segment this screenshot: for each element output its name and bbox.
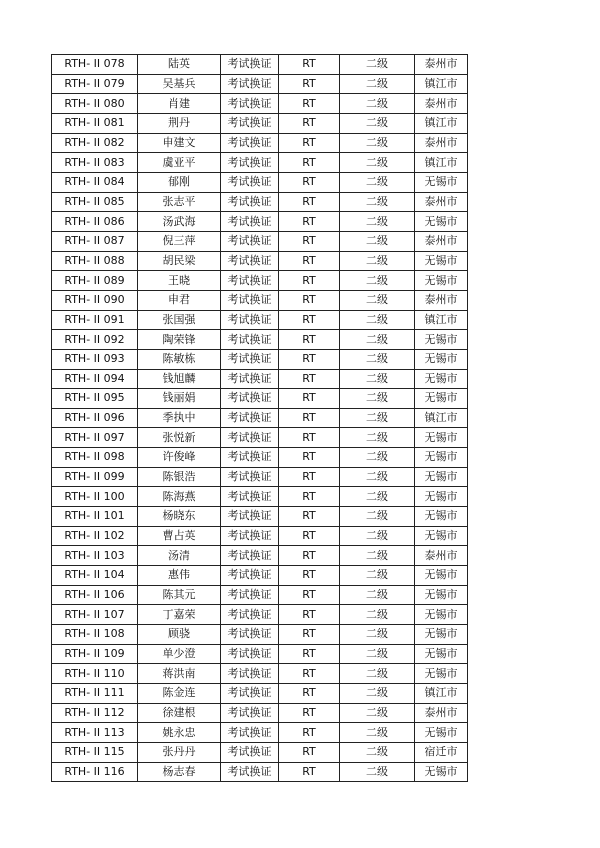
table-body [52, 55, 468, 782]
type-cell: 考试换证 [221, 55, 279, 75]
method-cell: RT [279, 605, 340, 625]
city-cell: 无锡市 [415, 369, 468, 389]
city-cell: 泰州市 [415, 290, 468, 310]
city-cell: 无锡市 [415, 271, 468, 291]
level-cell: 二级 [340, 487, 415, 507]
table-row [52, 310, 468, 330]
table-row [52, 684, 468, 704]
cert-number-cell: RTH- II 081 [52, 113, 138, 133]
city-cell: 无锡市 [415, 349, 468, 369]
name-cell: 姚永忠 [138, 723, 221, 743]
city-cell: 镇江市 [415, 684, 468, 704]
city-cell: 泰州市 [415, 703, 468, 723]
table-row [52, 192, 468, 212]
method-cell: RT [279, 546, 340, 566]
level-cell: 二级 [340, 762, 415, 782]
method-cell: RT [279, 389, 340, 409]
method-cell: RT [279, 625, 340, 645]
level-cell: 二级 [340, 448, 415, 468]
cert-number-cell: RTH- II 079 [52, 74, 138, 94]
cert-number-cell: RTH- II 086 [52, 212, 138, 232]
cert-number-cell: RTH- II 104 [52, 566, 138, 586]
name-cell: 陈其元 [138, 585, 221, 605]
name-cell: 肖建 [138, 94, 221, 114]
city-cell: 无锡市 [415, 625, 468, 645]
table-row [52, 172, 468, 192]
cert-number-cell: RTH- II 103 [52, 546, 138, 566]
name-cell: 曹占英 [138, 526, 221, 546]
cert-number-cell: RTH- II 080 [52, 94, 138, 114]
level-cell: 二级 [340, 133, 415, 153]
method-cell: RT [279, 172, 340, 192]
type-cell: 考试换证 [221, 192, 279, 212]
cert-number-cell: RTH- II 098 [52, 448, 138, 468]
method-cell: RT [279, 742, 340, 762]
city-cell: 无锡市 [415, 585, 468, 605]
level-cell: 二级 [340, 389, 415, 409]
table-row [52, 566, 468, 586]
table-row [52, 133, 468, 153]
cert-number-cell: RTH- II 083 [52, 153, 138, 173]
level-cell: 二级 [340, 742, 415, 762]
cert-number-cell: RTH- II 091 [52, 310, 138, 330]
method-cell: RT [279, 94, 340, 114]
cert-number-cell: RTH- II 113 [52, 723, 138, 743]
cert-number-cell: RTH- II 108 [52, 625, 138, 645]
type-cell: 考试换证 [221, 369, 279, 389]
city-cell: 泰州市 [415, 192, 468, 212]
level-cell: 二级 [340, 467, 415, 487]
type-cell: 考试换证 [221, 762, 279, 782]
city-cell: 镇江市 [415, 310, 468, 330]
city-cell: 无锡市 [415, 212, 468, 232]
name-cell: 陈金连 [138, 684, 221, 704]
cert-number-cell: RTH- II 099 [52, 467, 138, 487]
cert-number-cell: RTH- II 106 [52, 585, 138, 605]
cert-number-cell: RTH- II 088 [52, 251, 138, 271]
table-row [52, 271, 468, 291]
table-row [52, 526, 468, 546]
level-cell: 二级 [340, 625, 415, 645]
method-cell: RT [279, 310, 340, 330]
type-cell: 考试换证 [221, 467, 279, 487]
level-cell: 二级 [340, 290, 415, 310]
table-row [52, 389, 468, 409]
name-cell: 钱丽娟 [138, 389, 221, 409]
name-cell: 陶荣锋 [138, 330, 221, 350]
table-row [52, 349, 468, 369]
cert-number-cell: RTH- II 100 [52, 487, 138, 507]
cert-number-cell: RTH- II 102 [52, 526, 138, 546]
level-cell: 二级 [340, 428, 415, 448]
cert-number-cell: RTH- II 082 [52, 133, 138, 153]
cert-number-cell: RTH- II 110 [52, 664, 138, 684]
name-cell: 杨晓东 [138, 507, 221, 527]
level-cell: 二级 [340, 349, 415, 369]
level-cell: 二级 [340, 605, 415, 625]
table-row [52, 664, 468, 684]
city-cell: 无锡市 [415, 644, 468, 664]
city-cell: 无锡市 [415, 487, 468, 507]
method-cell: RT [279, 271, 340, 291]
city-cell: 无锡市 [415, 389, 468, 409]
level-cell: 二级 [340, 723, 415, 743]
type-cell: 考试换证 [221, 625, 279, 645]
level-cell: 二级 [340, 664, 415, 684]
method-cell: RT [279, 408, 340, 428]
method-cell: RT [279, 290, 340, 310]
city-cell: 无锡市 [415, 428, 468, 448]
name-cell: 胡民梁 [138, 251, 221, 271]
cert-number-cell: RTH- II 087 [52, 231, 138, 251]
level-cell: 二级 [340, 212, 415, 232]
method-cell: RT [279, 113, 340, 133]
method-cell: RT [279, 448, 340, 468]
city-cell: 无锡市 [415, 664, 468, 684]
level-cell: 二级 [340, 55, 415, 75]
name-cell: 钱旭麟 [138, 369, 221, 389]
method-cell: RT [279, 487, 340, 507]
method-cell: RT [279, 231, 340, 251]
table-row [52, 742, 468, 762]
cert-number-cell: RTH- II 094 [52, 369, 138, 389]
type-cell: 考试换证 [221, 664, 279, 684]
table-row [52, 703, 468, 723]
city-cell: 泰州市 [415, 231, 468, 251]
type-cell: 考试换证 [221, 566, 279, 586]
method-cell: RT [279, 723, 340, 743]
type-cell: 考试换证 [221, 349, 279, 369]
name-cell: 张国强 [138, 310, 221, 330]
name-cell: 陆英 [138, 55, 221, 75]
method-cell: RT [279, 762, 340, 782]
name-cell: 申建文 [138, 133, 221, 153]
city-cell: 镇江市 [415, 74, 468, 94]
city-cell: 无锡市 [415, 526, 468, 546]
certificate-table [51, 54, 468, 782]
level-cell: 二级 [340, 566, 415, 586]
method-cell: RT [279, 585, 340, 605]
method-cell: RT [279, 192, 340, 212]
name-cell: 王晓 [138, 271, 221, 291]
method-cell: RT [279, 644, 340, 664]
level-cell: 二级 [340, 271, 415, 291]
name-cell: 吴基兵 [138, 74, 221, 94]
name-cell: 季执中 [138, 408, 221, 428]
table-row [52, 644, 468, 664]
method-cell: RT [279, 703, 340, 723]
table-row [52, 605, 468, 625]
table-row [52, 546, 468, 566]
type-cell: 考试换证 [221, 507, 279, 527]
cert-number-cell: RTH- II 116 [52, 762, 138, 782]
level-cell: 二级 [340, 330, 415, 350]
table-row [52, 153, 468, 173]
table-row [52, 448, 468, 468]
name-cell: 郁刚 [138, 172, 221, 192]
level-cell: 二级 [340, 74, 415, 94]
table-row [52, 408, 468, 428]
table-row [52, 487, 468, 507]
type-cell: 考试换证 [221, 605, 279, 625]
name-cell: 荆丹 [138, 113, 221, 133]
table-row [52, 585, 468, 605]
type-cell: 考试换证 [221, 389, 279, 409]
table-row [52, 723, 468, 743]
method-cell: RT [279, 566, 340, 586]
type-cell: 考试换证 [221, 231, 279, 251]
type-cell: 考试换证 [221, 310, 279, 330]
type-cell: 考试换证 [221, 153, 279, 173]
type-cell: 考试换证 [221, 526, 279, 546]
table-row [52, 212, 468, 232]
table-row [52, 290, 468, 310]
type-cell: 考试换证 [221, 723, 279, 743]
cert-number-cell: RTH- II 092 [52, 330, 138, 350]
type-cell: 考试换证 [221, 684, 279, 704]
type-cell: 考试换证 [221, 330, 279, 350]
type-cell: 考试换证 [221, 487, 279, 507]
table-row [52, 467, 468, 487]
name-cell: 汤清 [138, 546, 221, 566]
method-cell: RT [279, 467, 340, 487]
level-cell: 二级 [340, 684, 415, 704]
name-cell: 杨志春 [138, 762, 221, 782]
type-cell: 考试换证 [221, 290, 279, 310]
level-cell: 二级 [340, 644, 415, 664]
name-cell: 张悦新 [138, 428, 221, 448]
level-cell: 二级 [340, 231, 415, 251]
table-row [52, 507, 468, 527]
name-cell: 蒋洪南 [138, 664, 221, 684]
name-cell: 陈敏栋 [138, 349, 221, 369]
type-cell: 考试换证 [221, 448, 279, 468]
name-cell: 丁嘉荣 [138, 605, 221, 625]
type-cell: 考试换证 [221, 408, 279, 428]
table-row [52, 251, 468, 271]
method-cell: RT [279, 369, 340, 389]
method-cell: RT [279, 526, 340, 546]
city-cell: 无锡市 [415, 172, 468, 192]
method-cell: RT [279, 349, 340, 369]
city-cell: 镇江市 [415, 408, 468, 428]
city-cell: 无锡市 [415, 723, 468, 743]
city-cell: 无锡市 [415, 605, 468, 625]
city-cell: 泰州市 [415, 133, 468, 153]
name-cell: 惠伟 [138, 566, 221, 586]
table-row [52, 330, 468, 350]
cert-number-cell: RTH- II 093 [52, 349, 138, 369]
name-cell: 单少澄 [138, 644, 221, 664]
method-cell: RT [279, 55, 340, 75]
type-cell: 考试换证 [221, 251, 279, 271]
name-cell: 汤武海 [138, 212, 221, 232]
method-cell: RT [279, 684, 340, 704]
cert-number-cell: RTH- II 089 [52, 271, 138, 291]
city-cell: 泰州市 [415, 546, 468, 566]
city-cell: 无锡市 [415, 566, 468, 586]
cert-number-cell: RTH- II 090 [52, 290, 138, 310]
level-cell: 二级 [340, 507, 415, 527]
type-cell: 考试换证 [221, 644, 279, 664]
table-row [52, 428, 468, 448]
level-cell: 二级 [340, 310, 415, 330]
city-cell: 无锡市 [415, 762, 468, 782]
name-cell: 徐建根 [138, 703, 221, 723]
level-cell: 二级 [340, 526, 415, 546]
cert-number-cell: RTH- II 097 [52, 428, 138, 448]
cert-number-cell: RTH- II 115 [52, 742, 138, 762]
name-cell: 许俊峰 [138, 448, 221, 468]
cert-number-cell: RTH- II 101 [52, 507, 138, 527]
cert-number-cell: RTH- II 078 [52, 55, 138, 75]
type-cell: 考试换证 [221, 133, 279, 153]
city-cell: 无锡市 [415, 251, 468, 271]
cert-number-cell: RTH- II 084 [52, 172, 138, 192]
table-row [52, 94, 468, 114]
method-cell: RT [279, 251, 340, 271]
level-cell: 二级 [340, 153, 415, 173]
level-cell: 二级 [340, 94, 415, 114]
level-cell: 二级 [340, 585, 415, 605]
cert-number-cell: RTH- II 085 [52, 192, 138, 212]
method-cell: RT [279, 428, 340, 448]
table-row [52, 369, 468, 389]
type-cell: 考试换证 [221, 74, 279, 94]
name-cell: 申君 [138, 290, 221, 310]
level-cell: 二级 [340, 546, 415, 566]
type-cell: 考试换证 [221, 428, 279, 448]
type-cell: 考试换证 [221, 212, 279, 232]
method-cell: RT [279, 153, 340, 173]
level-cell: 二级 [340, 369, 415, 389]
level-cell: 二级 [340, 703, 415, 723]
method-cell: RT [279, 330, 340, 350]
level-cell: 二级 [340, 192, 415, 212]
method-cell: RT [279, 664, 340, 684]
cert-number-cell: RTH- II 111 [52, 684, 138, 704]
table-row [52, 762, 468, 782]
type-cell: 考试换证 [221, 585, 279, 605]
level-cell: 二级 [340, 172, 415, 192]
type-cell: 考试换证 [221, 703, 279, 723]
type-cell: 考试换证 [221, 94, 279, 114]
cert-number-cell: RTH- II 096 [52, 408, 138, 428]
type-cell: 考试换证 [221, 546, 279, 566]
cert-number-cell: RTH- II 109 [52, 644, 138, 664]
method-cell: RT [279, 507, 340, 527]
method-cell: RT [279, 212, 340, 232]
name-cell: 张丹丹 [138, 742, 221, 762]
table-row [52, 55, 468, 75]
cert-number-cell: RTH- II 107 [52, 605, 138, 625]
table-row [52, 74, 468, 94]
type-cell: 考试换证 [221, 742, 279, 762]
table-row [52, 231, 468, 251]
city-cell: 镇江市 [415, 113, 468, 133]
level-cell: 二级 [340, 408, 415, 428]
city-cell: 泰州市 [415, 55, 468, 75]
type-cell: 考试换证 [221, 172, 279, 192]
city-cell: 无锡市 [415, 448, 468, 468]
name-cell: 虞亚平 [138, 153, 221, 173]
method-cell: RT [279, 133, 340, 153]
city-cell: 泰州市 [415, 94, 468, 114]
name-cell: 张志平 [138, 192, 221, 212]
name-cell: 陈海燕 [138, 487, 221, 507]
table-row [52, 625, 468, 645]
method-cell: RT [279, 74, 340, 94]
cert-number-cell: RTH- II 095 [52, 389, 138, 409]
name-cell: 倪三萍 [138, 231, 221, 251]
name-cell: 陈银浩 [138, 467, 221, 487]
city-cell: 无锡市 [415, 507, 468, 527]
level-cell: 二级 [340, 113, 415, 133]
type-cell: 考试换证 [221, 271, 279, 291]
table-row [52, 113, 468, 133]
level-cell: 二级 [340, 251, 415, 271]
type-cell: 考试换证 [221, 113, 279, 133]
city-cell: 无锡市 [415, 330, 468, 350]
cert-number-cell: RTH- II 112 [52, 703, 138, 723]
name-cell: 顾骁 [138, 625, 221, 645]
city-cell: 宿迁市 [415, 742, 468, 762]
city-cell: 镇江市 [415, 153, 468, 173]
city-cell: 无锡市 [415, 467, 468, 487]
